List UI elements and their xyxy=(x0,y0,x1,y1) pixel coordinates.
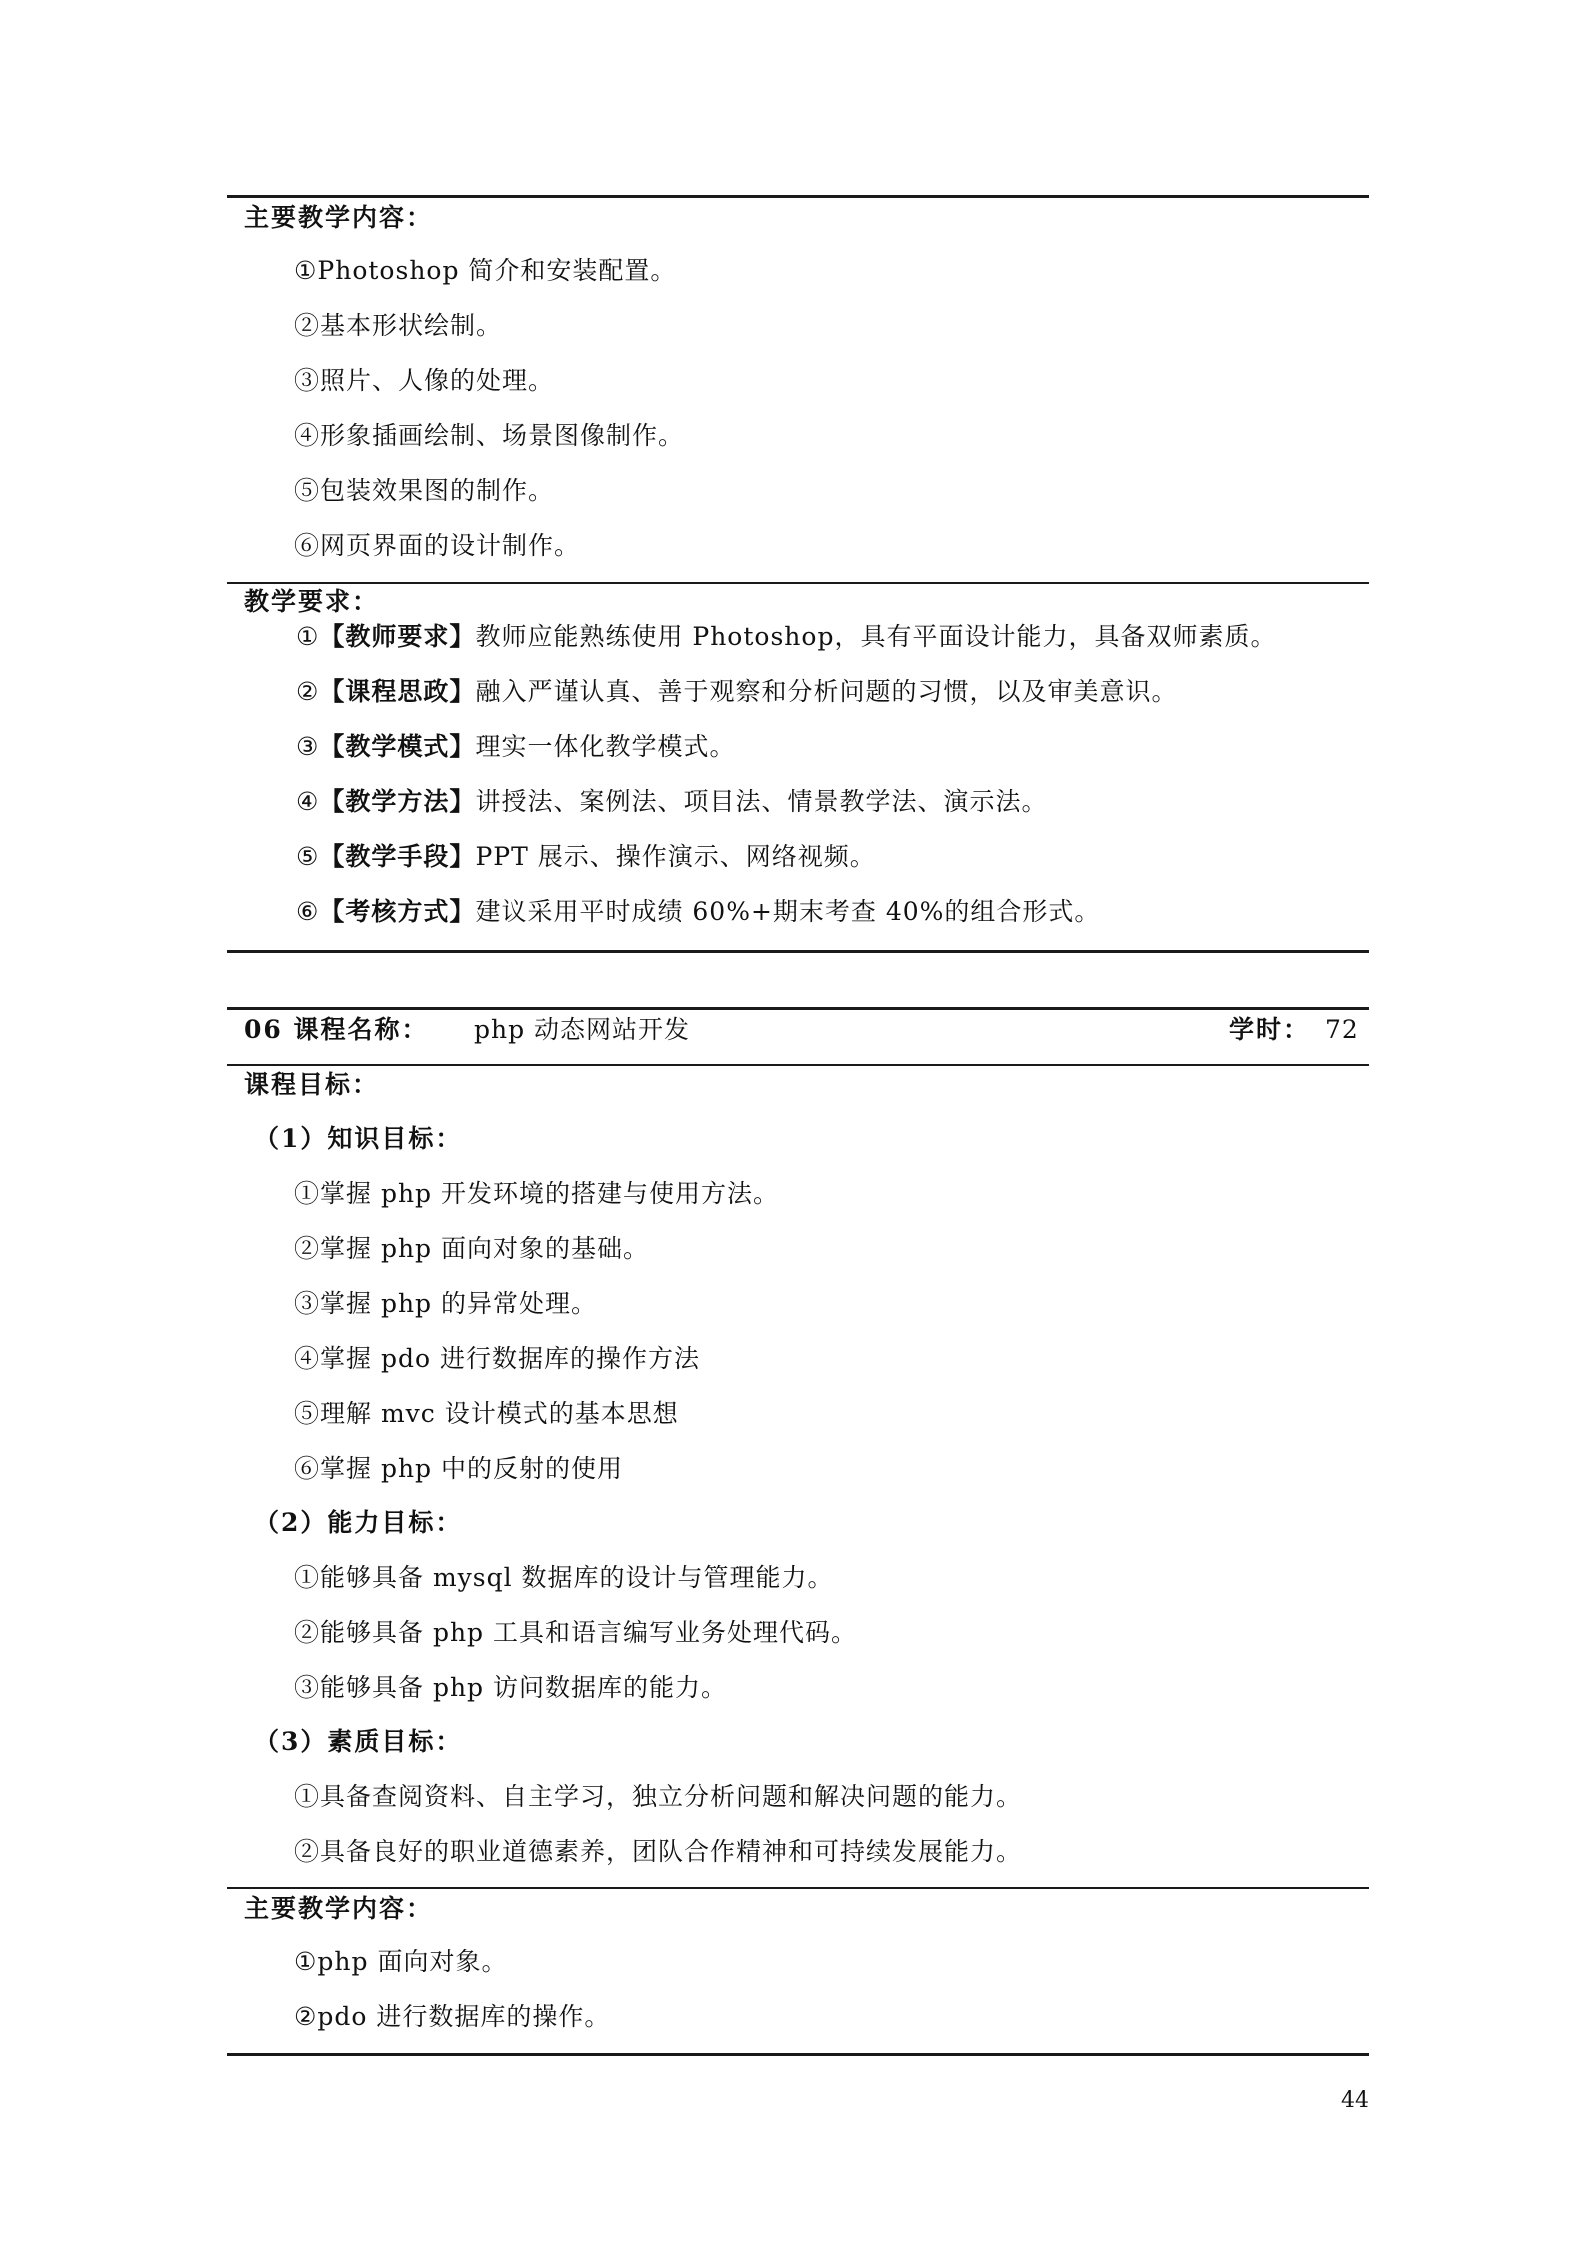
course-name-value: php 动态网站开发 xyxy=(474,1015,691,1044)
ability-item: ①能够具备 mysql 数据库的设计与管理能力。 xyxy=(294,1563,834,1592)
content-item: ②基本形状绘制。 xyxy=(294,311,503,340)
requirement-item xyxy=(296,620,1276,654)
table-bottom-rule xyxy=(227,2053,1369,2056)
course-name-label: 06 课程名称： xyxy=(244,1015,429,1044)
requirement-text: 讲授法、案例法、项目法、情景教学法、演示法。 xyxy=(475,787,1048,816)
requirement-item xyxy=(296,675,1177,709)
ability-item: ②能够具备 php 工具和语言编写业务处理代码。 xyxy=(294,1618,858,1647)
quality-item: ①具备查阅资料、自主学习，独立分析问题和解决问题的能力。 xyxy=(294,1782,1023,1811)
table-top-rule xyxy=(227,195,1369,198)
content-item: ③照片、人像的处理。 xyxy=(294,366,555,395)
knowledge-heading: （1）知识目标： xyxy=(254,1124,463,1153)
requirement-text: 教师应能熟练使用 Photoshop，具有平面设计能力，具备双师素质。 xyxy=(475,622,1277,651)
hours-label: 学时： xyxy=(1229,1015,1311,1044)
requirement-num: ⑤ xyxy=(296,842,320,871)
requirement-item xyxy=(296,840,876,874)
quality-heading: （3）素质目标： xyxy=(254,1727,463,1756)
requirement-item xyxy=(296,785,1047,819)
section-divider xyxy=(227,582,1369,584)
table-top-rule xyxy=(227,1007,1369,1010)
requirement-tag: 【教学模式】 xyxy=(319,732,476,761)
ability-item: ③能够具备 php 访问数据库的能力。 xyxy=(294,1673,728,1702)
knowledge-item: ②掌握 php 面向对象的基础。 xyxy=(294,1234,650,1263)
requirement-text: 建议采用平时成绩 60%+期末考查 40%的组合形式。 xyxy=(475,897,1101,926)
knowledge-item: ③掌握 php 的异常处理。 xyxy=(294,1289,598,1318)
content-item: ①Photoshop 简介和安装配置。 xyxy=(294,256,677,285)
content-item: ②pdo 进行数据库的操作。 xyxy=(294,2002,611,2031)
content-item: ⑥网页界面的设计制作。 xyxy=(294,531,581,560)
requirement-num: ⑥ xyxy=(296,897,320,926)
requirement-num: ② xyxy=(296,677,320,706)
requirement-num: ① xyxy=(296,622,320,651)
requirement-text: 融入严谨认真、善于观察和分析问题的习惯，以及审美意识。 xyxy=(475,677,1178,706)
knowledge-item: ⑥掌握 php 中的反射的使用 xyxy=(294,1454,624,1483)
requirement-tag: 【教学手段】 xyxy=(319,842,476,871)
hours-value: 72 xyxy=(1325,1015,1359,1044)
section-divider xyxy=(227,1887,1369,1889)
requirement-tag: 【课程思政】 xyxy=(319,677,476,706)
requirement-tag: 【教学方法】 xyxy=(319,787,476,816)
goals-heading: 课程目标： xyxy=(244,1070,380,1099)
knowledge-item: ①掌握 php 开发环境的搭建与使用方法。 xyxy=(294,1179,780,1208)
requirements-heading: 教学要求： xyxy=(244,587,380,616)
ability-heading: （2）能力目标： xyxy=(254,1508,463,1537)
requirement-item xyxy=(296,730,735,764)
content-heading: 主要教学内容： xyxy=(244,203,434,232)
requirement-tag: 【考核方式】 xyxy=(319,897,476,926)
quality-item: ②具备良好的职业道德素养，团队合作精神和可持续发展能力。 xyxy=(294,1837,1023,1866)
table-bottom-rule xyxy=(227,950,1369,953)
requirement-text: 理实一体化教学模式。 xyxy=(475,732,736,761)
content-item: ①php 面向对象。 xyxy=(294,1947,508,1976)
requirement-item xyxy=(296,895,1100,929)
requirement-text: PPT 展示、操作演示、网络视频。 xyxy=(475,842,876,871)
section-divider xyxy=(227,1064,1369,1066)
requirement-num: ③ xyxy=(296,732,320,761)
knowledge-item: ⑤理解 mvc 设计模式的基本思想 xyxy=(294,1399,679,1428)
content-item: ⑤包装效果图的制作。 xyxy=(294,476,555,505)
knowledge-item: ④掌握 pdo 进行数据库的操作方法 xyxy=(294,1344,700,1373)
page-number: 44 xyxy=(1341,2088,1369,2113)
requirement-tag: 【教师要求】 xyxy=(319,622,476,651)
requirement-num: ④ xyxy=(296,787,320,816)
content-heading: 主要教学内容： xyxy=(244,1894,434,1923)
content-item: ④形象插画绘制、场景图像制作。 xyxy=(294,421,685,450)
